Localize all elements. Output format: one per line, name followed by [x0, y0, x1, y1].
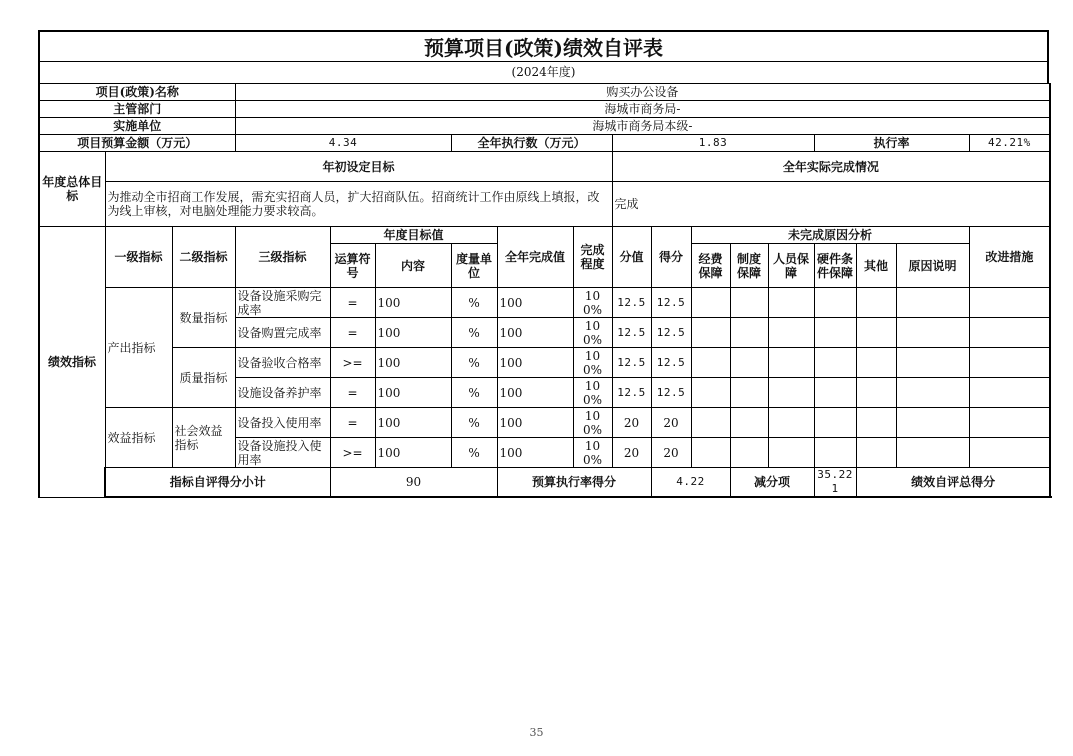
row-operator: =: [330, 408, 375, 438]
subtotal-label: 指标自评得分小计: [105, 468, 330, 498]
row-score: 12.5: [651, 318, 691, 348]
row-actual: 100: [497, 438, 573, 468]
header-reason-hardware: 硬件条件保障: [814, 244, 856, 288]
header-score: 得分: [651, 227, 691, 288]
row-reason-system: [730, 408, 768, 438]
row-indicator-name: 设备购置完成率: [235, 318, 330, 348]
row-reason-funding: [691, 348, 730, 378]
row-reason-funding: [691, 318, 730, 348]
row-reason-hardware: [814, 288, 856, 318]
row-completion: 100%: [573, 348, 612, 378]
row-reason-funding: [691, 288, 730, 318]
row-reason-staff: [768, 348, 814, 378]
rate-label: 执行率: [814, 135, 969, 152]
row-weight: 20: [612, 408, 651, 438]
goal-set-label: 年初设定目标: [105, 152, 612, 182]
row-reason-system: [730, 378, 768, 408]
row-indicator-name: 设备验收合格率: [235, 348, 330, 378]
subtotal-value: 90: [330, 468, 497, 498]
sheet-year: (2024年度): [38, 62, 1049, 83]
page-number: 35: [529, 726, 544, 739]
row-reason-note: [896, 348, 969, 378]
row-weight: 12.5: [612, 318, 651, 348]
row-improve: [969, 438, 1050, 468]
row-improve: [969, 318, 1050, 348]
row-reason-note: [896, 378, 969, 408]
row-indicator-name: 设备设施投入使用率: [235, 438, 330, 468]
executed-value: 1.83: [612, 135, 814, 152]
row-reason-funding: [691, 378, 730, 408]
row-reason-staff: [768, 378, 814, 408]
row-reason-system: [730, 288, 768, 318]
header-score-value: 分值: [612, 227, 651, 288]
rate-value: 42.21%: [969, 135, 1050, 152]
row-actual: 100: [497, 318, 573, 348]
level2-quantity: 数量指标: [172, 288, 235, 348]
row-reason-note: [896, 408, 969, 438]
project-name-value: 购买办公设备: [235, 84, 1050, 101]
row-actual: 100: [497, 378, 573, 408]
row-content: 100: [375, 438, 451, 468]
level2-social: 社会效益指标: [172, 408, 235, 468]
header-reason-staff: 人员保障: [768, 244, 814, 288]
sheet-title: 预算项目(政策)绩效自评表: [38, 30, 1049, 62]
deduct-value: 35.221: [814, 468, 856, 498]
row-improve: [969, 408, 1050, 438]
header-reason-note: 原因说明: [896, 244, 969, 288]
row-unit: %: [451, 318, 497, 348]
header-reason-other: 其他: [856, 244, 896, 288]
row-improve: [969, 288, 1050, 318]
header-operator: 运算符号: [330, 244, 375, 288]
header-improve: 改进措施: [969, 227, 1050, 288]
unit-label: 实施单位: [39, 118, 235, 135]
row-weight: 12.5: [612, 348, 651, 378]
row-reason-hardware: [814, 378, 856, 408]
row-completion: 100%: [573, 318, 612, 348]
row-reason-note: [896, 288, 969, 318]
row-reason-system: [730, 438, 768, 468]
row-unit: %: [451, 288, 497, 318]
budget-value: 4.34: [235, 135, 451, 152]
budget-rate-label: 预算执行率得分: [497, 468, 651, 498]
perf-label: 绩效指标: [39, 227, 105, 498]
project-name-label: 项目(政策)名称: [39, 84, 235, 101]
row-reason-funding: [691, 408, 730, 438]
executed-label: 全年执行数（万元）: [451, 135, 612, 152]
level1-output: 产出指标: [105, 288, 172, 408]
row-reason-note: [896, 438, 969, 468]
row-operator: =: [330, 378, 375, 408]
total-label: 绩效自评总得分: [856, 468, 1050, 498]
header-reason-group: 未完成原因分析: [691, 227, 969, 244]
row-completion: 100%: [573, 288, 612, 318]
dept-value: 海城市商务局-: [235, 101, 1050, 118]
row-indicator-name: 设备设施采购完成率: [235, 288, 330, 318]
level1-benefit: 效益指标: [105, 408, 172, 468]
row-reason-hardware: [814, 348, 856, 378]
row-improve: [969, 348, 1050, 378]
row-unit: %: [451, 348, 497, 378]
header-reason-system: 制度保障: [730, 244, 768, 288]
row-unit: %: [451, 378, 497, 408]
level2-quality: 质量指标: [172, 348, 235, 408]
row-indicator-name: 设备投入使用率: [235, 408, 330, 438]
goal-actual-text: 完成: [612, 182, 1050, 227]
header-level3: 三级指标: [235, 227, 330, 288]
dept-label: 主管部门: [39, 101, 235, 118]
row-content: 100: [375, 378, 451, 408]
row-reason-other: [856, 378, 896, 408]
goal-label: 年度总体目标: [39, 152, 105, 227]
row-reason-staff: [768, 288, 814, 318]
header-reason-funding: 经费保障: [691, 244, 730, 288]
header-completion: 完成程度: [573, 227, 612, 288]
header-level2: 二级指标: [172, 227, 235, 288]
row-operator: >=: [330, 438, 375, 468]
evaluation-table: [38, 83, 1051, 498]
header-content: 内容: [375, 244, 451, 288]
goal-actual-label: 全年实际完成情况: [612, 152, 1050, 182]
row-reason-system: [730, 348, 768, 378]
row-reason-other: [856, 408, 896, 438]
row-actual: 100: [497, 288, 573, 318]
deduct-label: 减分项: [730, 468, 814, 498]
row-completion: 100%: [573, 408, 612, 438]
row-reason-hardware: [814, 438, 856, 468]
row-score: 12.5: [651, 348, 691, 378]
row-weight: 12.5: [612, 288, 651, 318]
row-score: 20: [651, 408, 691, 438]
header-actual-value: 全年完成值: [497, 227, 573, 288]
row-unit: %: [451, 438, 497, 468]
row-actual: 100: [497, 408, 573, 438]
row-reason-system: [730, 318, 768, 348]
row-operator: =: [330, 288, 375, 318]
row-reason-hardware: [814, 318, 856, 348]
row-operator: =: [330, 318, 375, 348]
row-reason-staff: [768, 438, 814, 468]
row-reason-other: [856, 348, 896, 378]
row-score: 12.5: [651, 288, 691, 318]
header-unit: 度量单位: [451, 244, 497, 288]
row-reason-other: [856, 438, 896, 468]
row-completion: 100%: [573, 378, 612, 408]
row-reason-funding: [691, 438, 730, 468]
row-content: 100: [375, 408, 451, 438]
row-improve: [969, 378, 1050, 408]
row-reason-other: [856, 288, 896, 318]
row-indicator-name: 设施设备养护率: [235, 378, 330, 408]
header-target-group: 年度目标值: [330, 227, 497, 244]
row-operator: >=: [330, 348, 375, 378]
row-content: 100: [375, 318, 451, 348]
row-weight: 12.5: [612, 378, 651, 408]
row-reason-staff: [768, 408, 814, 438]
row-completion: 100%: [573, 438, 612, 468]
header-level1: 一级指标: [105, 227, 172, 288]
row-actual: 100: [497, 348, 573, 378]
budget-label: 项目预算金额（万元）: [39, 135, 235, 152]
row-content: 100: [375, 288, 451, 318]
goal-set-text: 为推动全市招商工作发展，需充实招商人员，扩大招商队伍。招商统计工作由原线上填报，改为线上审核，对电脑处理能力要求较高。: [105, 182, 612, 227]
row-unit: %: [451, 408, 497, 438]
row-content: 100: [375, 348, 451, 378]
row-score: 20: [651, 438, 691, 468]
evaluation-sheet: [38, 30, 1049, 498]
row-reason-hardware: [814, 408, 856, 438]
row-reason-other: [856, 318, 896, 348]
row-reason-staff: [768, 318, 814, 348]
unit-value: 海城市商务局本级-: [235, 118, 1050, 135]
row-reason-note: [896, 318, 969, 348]
row-score: 12.5: [651, 378, 691, 408]
row-weight: 20: [612, 438, 651, 468]
budget-rate-value: 4.22: [651, 468, 730, 498]
